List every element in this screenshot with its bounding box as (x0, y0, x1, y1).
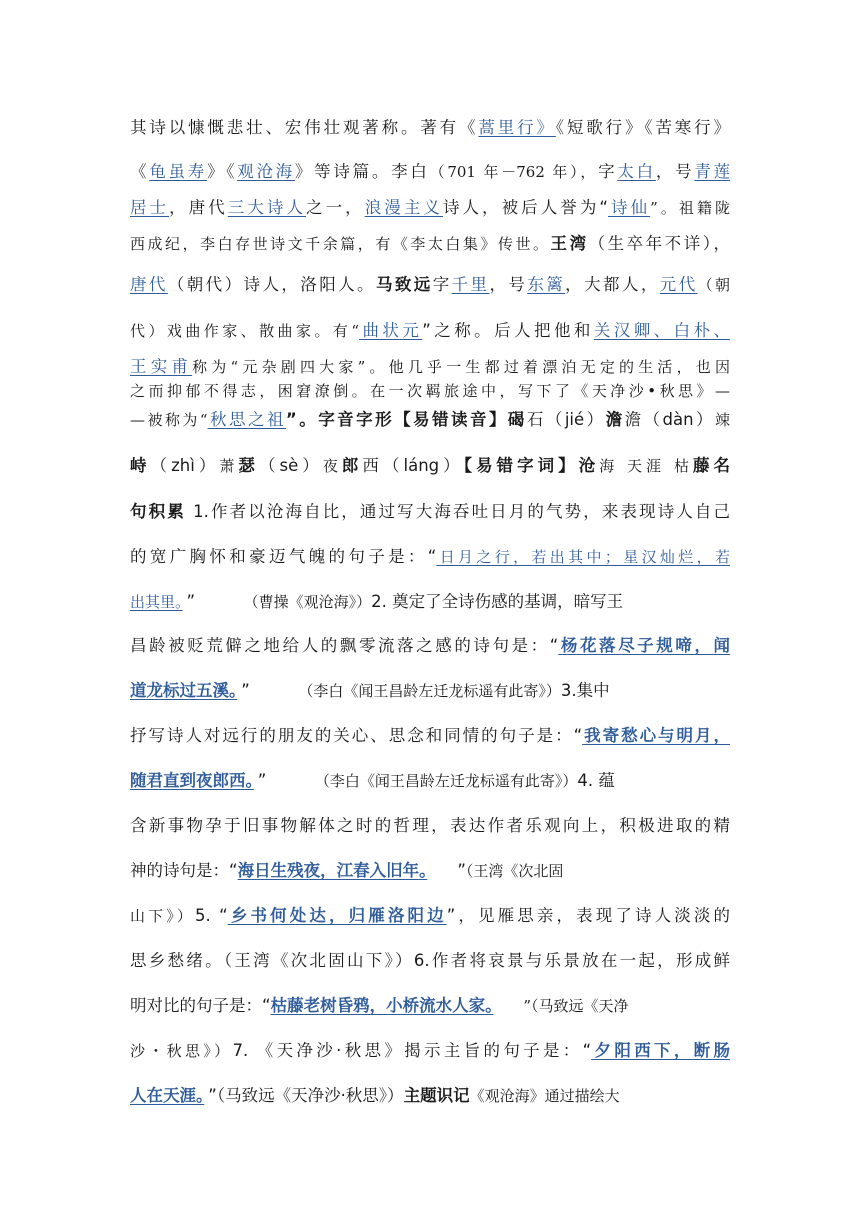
text-span: 7. 《天净沙·秋思》揭示主旨的句子是：“ (232, 1041, 592, 1060)
text-span: 王湾 (550, 234, 589, 253)
text-span: ”。祖籍陇 (650, 199, 731, 217)
text-span: 《 (130, 162, 150, 181)
text-line (130, 157, 730, 187)
text-span: ”（马致远《天净 (523, 997, 629, 1015)
link-text[interactable]: 三大诗人 (227, 198, 307, 217)
text-span: ，号 (489, 275, 528, 294)
link-text[interactable]: 杨花落尽子规啼，闻 (558, 636, 730, 655)
text-line (130, 901, 730, 931)
link-text[interactable]: 秋思之祖 (207, 410, 286, 429)
text-span: 主题识记 (403, 1086, 470, 1105)
text-line (130, 811, 730, 841)
text-line (130, 676, 730, 706)
text-span: 1.作者以沧海自比，通过写大海吞吐日月的气势，来表现诗人自己 (185, 502, 730, 521)
link-text[interactable]: 海日生残夜，江春入旧年。 (237, 861, 428, 880)
link-text[interactable]: 观沧海 (237, 162, 295, 181)
text-span: 澹 (605, 410, 625, 429)
link-text[interactable]: 出其里。 (130, 593, 183, 611)
text-span: 其诗以慷慨悲壮、宏伟壮观著称。著有《 (130, 118, 479, 137)
text-span: 抒写诗人对远行的朋友的关心、思念和同情的句子是：“ (130, 726, 583, 745)
text-span: ”。字音字形【易错读音】碣 (285, 410, 527, 429)
text-span: 峙 (130, 456, 151, 475)
text-span: （朝代）诗人，洛阳人。 (167, 275, 376, 294)
text-span: 句积累 (130, 502, 186, 521)
link-text[interactable]: 浪漫主义 (364, 198, 443, 217)
text-line (130, 721, 730, 751)
link-text[interactable]: 乡书何处达，归雁洛阳边 (227, 906, 447, 925)
text-span: 字 (598, 162, 618, 181)
text-span: 石（jié） (526, 410, 606, 429)
text-line (130, 631, 730, 661)
text-span: 称为“元杂剧四大家”。他几乎一生都过着漂泊无定的生活，也因 (192, 358, 731, 376)
link-text[interactable]: 日月之行，若出其中；星汉灿烂，若 (436, 548, 730, 566)
text-line (130, 316, 730, 346)
text-span: 山下》） (130, 907, 196, 925)
text-span: （曹操《观沧海》） (251, 593, 372, 611)
text-span: ” (208, 1086, 217, 1105)
text-span: ，号 (655, 162, 695, 181)
link-text[interactable]: 夕阳西下，断肠 (591, 1041, 731, 1060)
text-span: 诗人，被后人誉为“ (442, 198, 608, 217)
text-span: 澹（dàn） (624, 410, 716, 429)
text-line (130, 1036, 730, 1066)
text-span: 明对比的句子是：“ (130, 996, 271, 1015)
text-span: 4. 蕴 (577, 771, 615, 790)
text-span: 海 天涯 枯 (599, 457, 693, 475)
link-text[interactable]: 随君直到夜郎西。 (130, 771, 254, 790)
text-span: ” (241, 681, 250, 700)
text-span: 》等诗篇。李白 (294, 162, 430, 181)
link-text[interactable]: 枯藤老树昏鸦，小桥流水人家。 (270, 996, 494, 1015)
text-span: ” (257, 771, 267, 790)
text-span: ” (457, 861, 466, 880)
link-text[interactable]: 龟虽寿 (149, 162, 207, 181)
text-span: （李白《闻王昌龄左迁龙标遥有此寄》） (322, 772, 578, 790)
link-text[interactable]: 太白 (617, 162, 656, 181)
text-span: 5. “ (195, 906, 228, 925)
text-span: 3.集中 (560, 681, 610, 700)
link-text[interactable]: 青莲 (694, 162, 731, 181)
link-text[interactable]: 曲状元 (359, 321, 423, 340)
text-span: 之一， (306, 198, 365, 217)
text-span: ”，见雁思亲，表现了诗人淡淡的 (446, 906, 730, 925)
text-span: 的宽广胸怀和豪迈气魄的句子是：“ (130, 547, 437, 566)
text-span: 竦 (715, 411, 731, 429)
text-span: 》《 (206, 162, 238, 181)
text-span: 含新事物孕于旧事物解体之时的哲理，表达作者乐观向上，积极进取的精 (130, 816, 730, 835)
text-span: 《短歌行》《苦寒行》 (555, 118, 731, 137)
link-text[interactable]: 王实甫 (130, 357, 193, 376)
text-span: 昌龄被贬荒僻之地给人的飘零流落之感的诗句是：“ (130, 636, 559, 655)
text-span: —被称为“ (130, 411, 208, 429)
text-span: 西（láng） (362, 456, 464, 475)
text-span: ”之称。 (422, 321, 495, 340)
text-span: （生卒年不详）， (588, 234, 730, 253)
text-line (130, 856, 730, 886)
text-line (130, 405, 730, 435)
text-span: 藤名 (692, 456, 731, 475)
text-line (130, 946, 730, 976)
text-line (130, 587, 730, 617)
link-text[interactable]: 东篱 (527, 275, 566, 294)
text-line (130, 497, 730, 527)
text-span: 【易错字词】沧 (463, 456, 600, 475)
text-span: ，大都人， (565, 275, 660, 294)
text-line (130, 766, 730, 796)
text-span: 马致远 (375, 275, 433, 294)
text-span: 萧 (219, 457, 239, 475)
text-line (130, 270, 730, 300)
text-line (130, 113, 730, 143)
text-span: 《观沧海》通过描绘大 (469, 1087, 620, 1105)
text-span: （zhì） (150, 456, 220, 475)
link-text[interactable]: 我寄愁心与明月， (582, 726, 730, 745)
link-text[interactable]: 元代 (659, 275, 698, 294)
link-text[interactable]: 千里 (451, 275, 490, 294)
text-span: 之而抑郁不得志，困窘潦倒。在一次羁旅途中，写下了《天净沙•秋思》— (130, 382, 730, 400)
link-text[interactable]: 居士 (130, 198, 170, 217)
text-span: （701 年－762 年）， (429, 163, 599, 181)
text-span: 西成纪，李白存世诗文千余篇，有《李太白集》传世。 (130, 235, 551, 253)
text-span: （马致远《天净沙·秋思》） (216, 1086, 404, 1105)
link-text[interactable]: 蒿里行》 (478, 118, 556, 137)
text-span: 沙・秋思》） (130, 1042, 233, 1060)
text-line (130, 376, 730, 406)
text-span: 郎 (341, 456, 363, 475)
text-span: 后人把他和 (494, 321, 594, 340)
text-span: 神的诗句是：“ (130, 861, 238, 880)
text-span: （朝 (697, 276, 731, 294)
text-span: 字 (432, 275, 452, 294)
text-span: 瑟 (238, 456, 259, 475)
text-span: 夜 (322, 457, 342, 475)
text-span: ” (186, 592, 196, 611)
text-line (130, 1081, 730, 1111)
text-span: 2. 奠定了全诗伤感的基调，暗写王 (371, 592, 624, 611)
link-text[interactable]: 道龙标过五溪。 (130, 681, 238, 700)
text-line (130, 229, 730, 259)
text-span: （sè） (258, 456, 323, 475)
text-line (130, 451, 730, 481)
link-text[interactable]: 诗仙 (607, 198, 651, 217)
text-line (130, 542, 730, 572)
text-span: 思乡愁绪。（王湾《次北固山下》）6.作者将哀景与乐景放在一起，形成鲜 (130, 951, 730, 970)
text-span: ，唐代 (169, 198, 228, 217)
text-line (130, 991, 730, 1021)
text-span: （王湾《次北固 (465, 862, 564, 880)
link-text[interactable]: 关汉卿、白朴、 (593, 321, 731, 340)
link-text[interactable]: 人在天涯。 (130, 1086, 205, 1105)
text-span: 代）戏曲作家、散曲家。有“ (130, 322, 359, 340)
text-span: （李白《闻王昌龄左迁龙标遥有此寄》） (305, 682, 561, 700)
text-line (130, 193, 730, 223)
link-text[interactable]: 唐代 (130, 275, 168, 294)
